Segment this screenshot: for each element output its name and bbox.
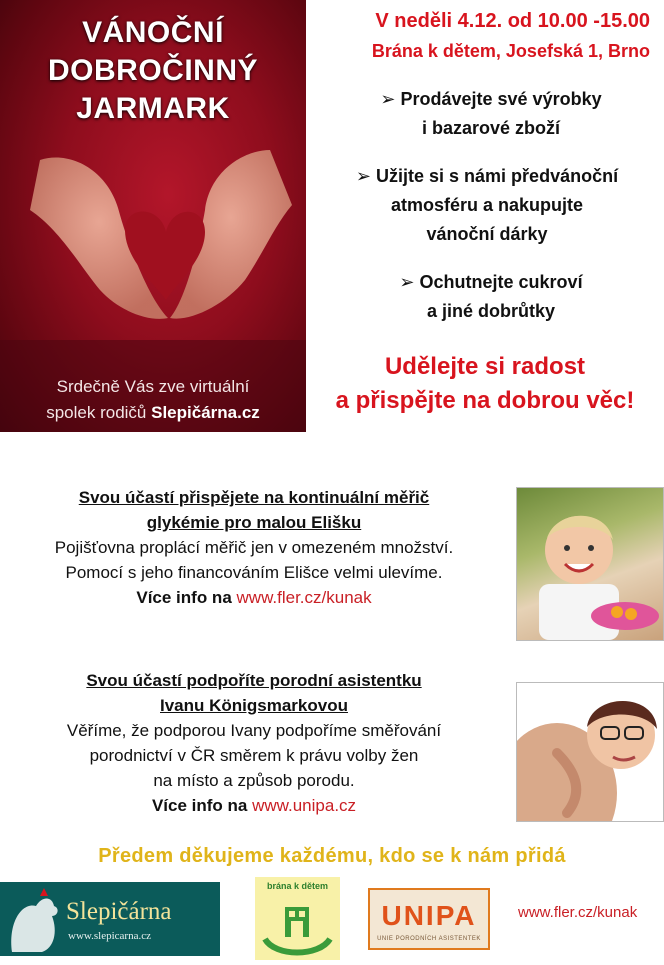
bullet-line: ➢ Užijte si s námi předvánoční [355, 166, 619, 186]
hero-caption-line [0, 400, 306, 426]
cause-block-elishka [0, 485, 508, 610]
thanks-banner: Předem děkujeme každému, kdo se k nám přidá [98, 845, 566, 867]
footer-url[interactable]: www.fler.cz/kunak [518, 904, 638, 921]
brana-k-detem-logo[interactable] [255, 877, 340, 960]
info-link[interactable]: www.unipa.cz [252, 796, 357, 815]
cause-heading: Ivanu Königsmarkovou [160, 696, 348, 715]
slepicarna-name: Slepičárna [66, 898, 172, 925]
bullet-item [318, 85, 664, 143]
hero-title [0, 14, 306, 128]
unipa-name: UNIPA [381, 900, 477, 931]
info-label: Více info na [151, 796, 248, 815]
midwife-illustration [517, 683, 663, 821]
hero-title-line: VÁNOČNÍ [82, 16, 224, 49]
brana-logo-text: brána k dětem [266, 881, 329, 891]
bullet-item [310, 162, 664, 249]
unipa-logo[interactable] [368, 888, 490, 950]
info-link[interactable]: www.fler.cz/kunak [236, 588, 372, 607]
bullet-arrow-icon: ➢ [380, 89, 396, 109]
event-date: V neděli 4.12. od 10.00 -15.00 [375, 10, 650, 32]
hero-caption-brand: Slepičárna.cz [151, 403, 260, 422]
hero-caption-prefix: spolek rodičů [46, 403, 152, 422]
hero-title-line: JARMARK [76, 92, 230, 125]
bullet-line: i bazarové zboží [421, 118, 561, 138]
bullet-line: ➢ Ochutnejte cukroví [399, 272, 583, 292]
bullet-arrow-icon: ➢ [355, 166, 371, 186]
cause-heading: Svou účastí podpoříte porodní asistentku [86, 671, 422, 690]
bullet-line: atmosféru a nakupujte [390, 195, 584, 215]
child-illustration [517, 488, 663, 640]
cause-block-ivana [0, 668, 508, 818]
hero-caption [0, 374, 306, 426]
cause-text: Pojišťovna proplácí měřič jen v omezeném množství. [54, 538, 454, 557]
cause-text: na místo a způsob porodu. [153, 771, 355, 790]
event-place: Brána k dětem, Josefská 1, Brno [371, 41, 650, 61]
slepicarna-logo[interactable] [0, 882, 220, 956]
bullet-item [318, 268, 664, 326]
midwife-photo [516, 682, 664, 822]
slogan [306, 350, 664, 418]
hero-caption-line: Srdečně Vás zve virtuální [56, 377, 250, 396]
bullet-line: a jiné dobrůtky [426, 301, 556, 321]
hero-title-line: DOBROČINNÝ [47, 54, 258, 87]
slepicarna-url: www.slepicarna.cz [68, 930, 151, 942]
child-photo [516, 487, 664, 641]
bullet-line: vánoční dárky [426, 224, 548, 244]
cause-heading: Svou účastí přispějete na kontinuální měřič [78, 488, 430, 507]
unipa-subtitle: UNIE PORODNÍCH ASISTENTEK [377, 936, 481, 942]
hero-image [0, 0, 306, 432]
slogan-line: Udělejte si radost [384, 353, 586, 380]
hen-icon [2, 882, 62, 956]
cause-info [0, 793, 508, 818]
cause-info [0, 585, 508, 610]
info-label: Více info na [136, 588, 232, 607]
cause-text: porodnictví v ČR směrem k právu volby žen [89, 746, 419, 765]
slogan-line: a přispějte na dobrou věc! [335, 387, 635, 414]
cause-heading: glykémie pro malou Elišku [146, 513, 362, 532]
cause-text: Pomocí s jeho financováním Elišce velmi ulevíme. [65, 563, 443, 582]
cause-text: Věříme, že podporou Ivany podpoříme směřování [66, 721, 442, 740]
bullet-arrow-icon: ➢ [399, 272, 415, 292]
bullet-line: ➢ Prodávejte své výrobky [380, 89, 602, 109]
